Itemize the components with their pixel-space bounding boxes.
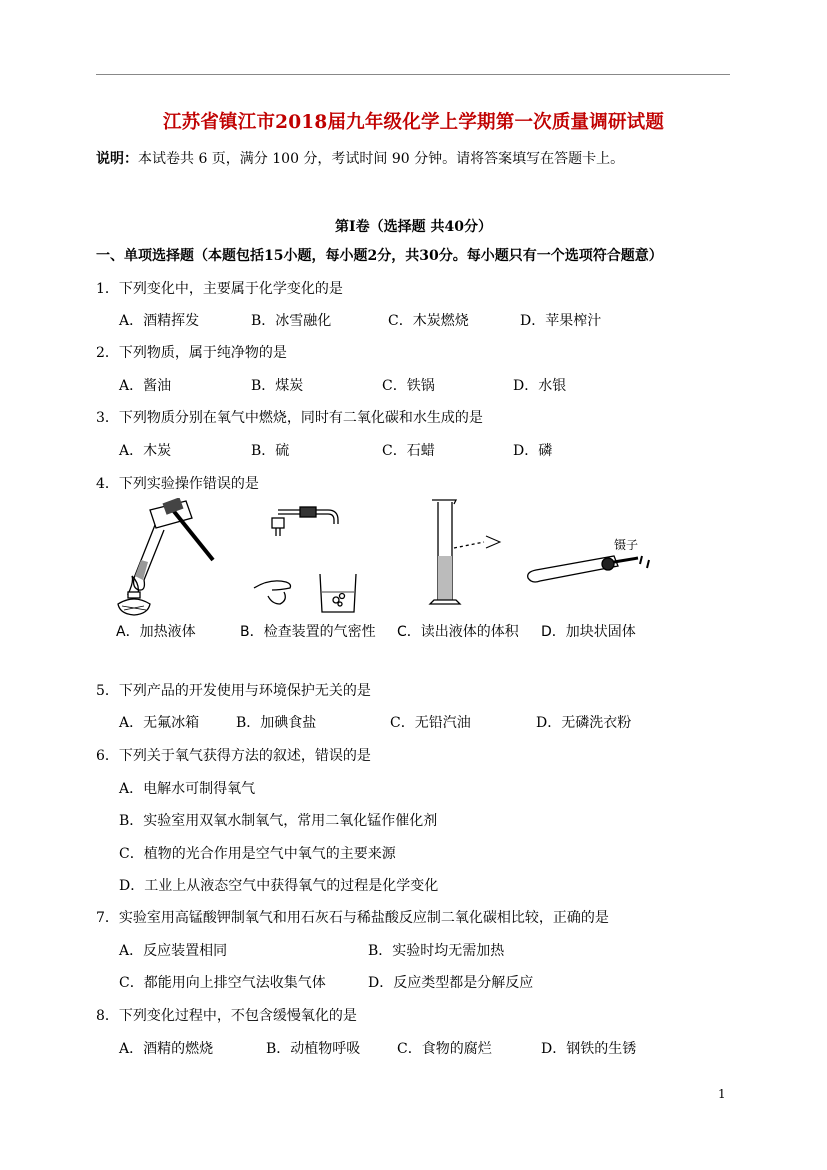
question-5-stem: 5．下列产品的开发使用与环境保护无关的是 xyxy=(96,683,371,699)
question-8-stem: 8．下列变化过程中，不包含缓慢氧化的是 xyxy=(96,1008,357,1024)
question-2-stem: 2．下列物质，属于纯净物的是 xyxy=(96,345,287,361)
airtight-check-figure xyxy=(250,500,360,616)
q2-option-d: D．水银 xyxy=(513,378,567,394)
q5-option-c: C．无铅汽油 xyxy=(390,715,471,731)
q4-option-d: D．加块状固体 xyxy=(541,624,636,640)
q2-option-c: C．铁锅 xyxy=(382,378,435,394)
q6-option-b: B．实验室用双氧水制氧气，常用二氧化锰作催化剂 xyxy=(119,813,438,829)
instructions xyxy=(96,150,624,168)
q6-option-c: C．植物的光合作用是空气中氧气的主要来源 xyxy=(119,846,396,862)
q3-option-a: A．木炭 xyxy=(119,443,172,459)
q7-option-c: C．都能用向上排空气法收集气体 xyxy=(119,975,326,991)
q3-option-c: C．石蜡 xyxy=(382,443,435,459)
question-7-stem: 7．实验室用高锰酸钾制氧气和用石灰石与稀盐酸反应制二氧化碳相比较，正确的是 xyxy=(96,910,609,926)
q6-option-a: A．电解水可制得氧气 xyxy=(119,781,256,797)
q3-option-b: B．硫 xyxy=(251,443,290,459)
q1-option-d: D．苹果榨汁 xyxy=(520,313,602,329)
instructions-text: 本试卷共 6 页，满分 100 分，考试时间 90 分钟。请将答案填写在答题卡上。 xyxy=(138,151,625,167)
graduated-cylinder-figure xyxy=(420,496,520,608)
q2-option-a: A．酱油 xyxy=(119,378,172,394)
q5-option-d: D．无磷洗衣粉 xyxy=(536,715,632,731)
q8-option-d: D．钢铁的生锈 xyxy=(541,1041,637,1057)
q1-option-c: C．木炭燃烧 xyxy=(388,313,469,329)
block-solid-figure xyxy=(522,536,662,586)
question-1-stem: 1．下列变化中，主要属于化学变化的是 xyxy=(96,281,343,297)
instructions-label: 说明： xyxy=(96,151,138,167)
question-4-stem: 4．下列实验操作错误的是 xyxy=(96,476,259,492)
q7-option-a: A．反应装置相同 xyxy=(119,943,228,959)
q1-option-a: A．酒精挥发 xyxy=(119,313,200,329)
exam-title: 江苏省镇江市2018届九年级化学上学期第一次质量调研试题 xyxy=(162,112,665,133)
q4-option-b: B．检查装置的气密性 xyxy=(240,624,376,640)
section-title: 第Ⅰ卷（选择题 共40分） xyxy=(335,219,492,235)
q5-option-b: B．加碘食盐 xyxy=(236,715,317,731)
heating-liquid-figure xyxy=(108,498,228,616)
q7-option-b: B．实验时均无需加热 xyxy=(368,943,505,959)
q8-option-c: C．食物的腐烂 xyxy=(397,1041,492,1057)
header-rule xyxy=(96,74,730,75)
tweezers-label: 镊子 xyxy=(614,538,639,552)
q8-option-b: B．动植物呼吸 xyxy=(266,1041,361,1057)
q2-option-b: B．煤炭 xyxy=(251,378,304,394)
q1-option-b: B．冰雪融化 xyxy=(251,313,332,329)
q3-option-d: D．磷 xyxy=(513,443,553,459)
question-3-stem: 3．下列物质分别在氧气中燃烧，同时有二氧化碳和水生成的是 xyxy=(96,410,483,426)
q8-option-a: A．酒精的燃烧 xyxy=(119,1041,214,1057)
q5-option-a: A．无氟冰箱 xyxy=(119,715,200,731)
question-6-stem: 6．下列关于氧气获得方法的叙述，错误的是 xyxy=(96,748,371,764)
q6-option-d: D．工业上从液态空气中获得氧气的过程是化学变化 xyxy=(119,878,439,894)
q7-option-d: D．反应类型都是分解反应 xyxy=(368,975,534,991)
q4-option-c: C．读出液体的体积 xyxy=(397,624,519,640)
page-number: 1 xyxy=(718,1087,726,1101)
part-title: 一、单项选择题（本题包括15小题，每小题2分，共30分。每小题只有一个选项符合题意） xyxy=(96,248,663,264)
q4-option-a: A．加热液体 xyxy=(116,624,196,640)
